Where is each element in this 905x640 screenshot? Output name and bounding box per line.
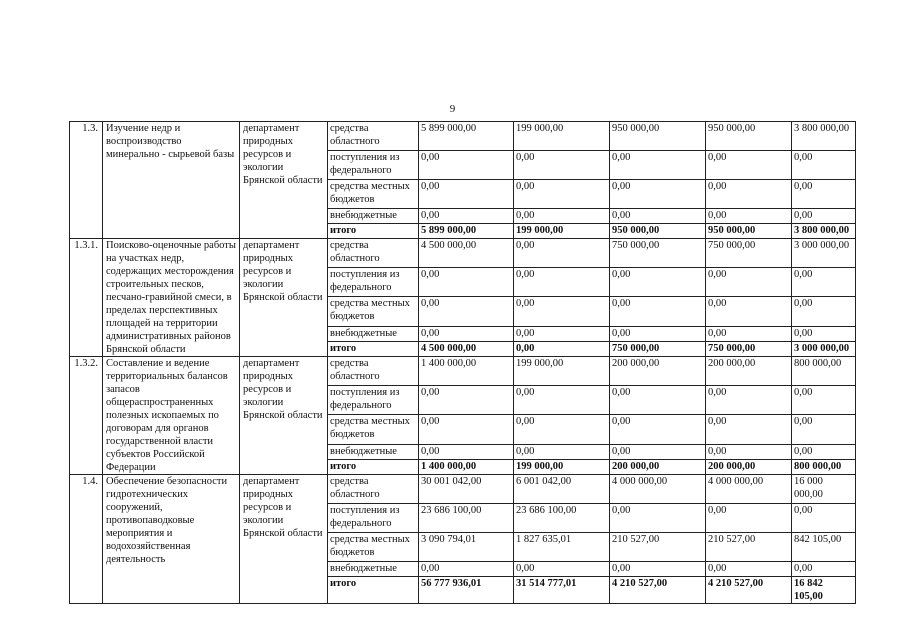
amount-cell: 199 000,00	[514, 357, 610, 386]
amount-cell: 842 105,00	[792, 533, 856, 562]
amount-cell: 1 827 635,01	[514, 533, 610, 562]
amount-cell: 0,00	[419, 326, 514, 341]
funding-source-extra: внебюджетные	[328, 209, 419, 224]
amount-cell: 16 000 000,00	[792, 475, 856, 504]
table-row	[70, 475, 856, 504]
amount-cell: 4 210 527,00	[610, 577, 706, 604]
amount-cell: 0,00	[706, 415, 792, 444]
amount-cell: 950 000,00	[610, 224, 706, 239]
funding-source-local: средства местных бюджетов	[328, 533, 419, 562]
amount-cell: 4 500 000,00	[419, 341, 514, 356]
amount-cell: 0,00	[610, 386, 706, 415]
amount-cell: 0,00	[706, 268, 792, 297]
amount-cell: 0,00	[514, 415, 610, 444]
funding-source-total: итого	[328, 341, 419, 356]
amount-cell: 0,00	[419, 415, 514, 444]
amount-cell: 0,00	[706, 444, 792, 459]
funding-source-total: итого	[328, 577, 419, 604]
amount-cell: 0,00	[419, 444, 514, 459]
amount-cell: 0,00	[514, 297, 610, 326]
amount-cell: 0,00	[610, 415, 706, 444]
funding-source-regional: средства областного	[328, 357, 419, 386]
amount-cell: 210 527,00	[706, 533, 792, 562]
item-executor: департамент природных ресурсов и экологии Брянской области	[240, 475, 328, 604]
amount-cell: 0,00	[792, 326, 856, 341]
item-number: 1.4.	[70, 475, 103, 604]
funding-source-local: средства местных бюджетов	[328, 415, 419, 444]
amount-cell: 0,00	[514, 268, 610, 297]
table-row	[70, 357, 856, 386]
amount-cell: 750 000,00	[706, 239, 792, 268]
amount-cell: 0,00	[514, 209, 610, 224]
amount-cell: 0,00	[514, 341, 610, 356]
item-name: Обеспечение безопасности гидротехнических сооружений, противопаводковые мероприятия и водохозяйственная деятельность	[103, 475, 240, 604]
amount-cell: 31 514 777,01	[514, 577, 610, 604]
amount-cell: 4 000 000,00	[706, 475, 792, 504]
amount-cell: 200 000,00	[706, 459, 792, 474]
item-number: 1.3.	[70, 122, 103, 239]
amount-cell: 0,00	[419, 180, 514, 209]
item-name: Составление и ведение территориальных балансов запасов общераспространенных полезных ископаемых по договорам для органов государственной власти субъектов Российской Федерации	[103, 357, 240, 475]
amount-cell: 0,00	[514, 444, 610, 459]
amount-cell: 750 000,00	[610, 341, 706, 356]
amount-cell: 0,00	[792, 209, 856, 224]
amount-cell: 210 527,00	[610, 533, 706, 562]
amount-cell: 0,00	[706, 297, 792, 326]
amount-cell: 0,00	[610, 504, 706, 533]
amount-cell: 0,00	[610, 297, 706, 326]
amount-cell: 0,00	[514, 180, 610, 209]
funding-source-extra: внебюджетные	[328, 326, 419, 341]
amount-cell: 0,00	[610, 562, 706, 577]
item-executor: департамент природных ресурсов и экологии Брянской области	[240, 239, 328, 357]
page-number: 9	[449, 103, 456, 115]
item-number: 1.3.1.	[70, 239, 103, 357]
amount-cell: 0,00	[706, 326, 792, 341]
table-row	[70, 122, 856, 151]
amount-cell: 0,00	[792, 151, 856, 180]
funding-source-federal: поступления из федерального	[328, 151, 419, 180]
amount-cell: 800 000,00	[792, 459, 856, 474]
amount-cell: 0,00	[706, 562, 792, 577]
amount-cell: 3 090 794,01	[419, 533, 514, 562]
amount-cell: 800 000,00	[792, 357, 856, 386]
amount-cell: 4 000 000,00	[610, 475, 706, 504]
amount-cell: 0,00	[514, 326, 610, 341]
budget-table	[69, 121, 856, 604]
amount-cell: 0,00	[792, 415, 856, 444]
amount-cell: 6 001 042,00	[514, 475, 610, 504]
amount-cell: 3 800 000,00	[792, 224, 856, 239]
amount-cell: 750 000,00	[610, 239, 706, 268]
amount-cell: 0,00	[514, 562, 610, 577]
funding-source-extra: внебюджетные	[328, 562, 419, 577]
amount-cell: 0,00	[610, 180, 706, 209]
table-row	[70, 239, 856, 268]
funding-source-regional: средства областного	[328, 475, 419, 504]
amount-cell: 30 001 042,00	[419, 475, 514, 504]
amount-cell: 0,00	[419, 268, 514, 297]
item-executor: департамент природных ресурсов и экологии Брянской области	[240, 122, 328, 239]
amount-cell: 3 000 000,00	[792, 341, 856, 356]
amount-cell: 4 210 527,00	[706, 577, 792, 604]
amount-cell: 56 777 936,01	[419, 577, 514, 604]
amount-cell: 4 500 000,00	[419, 239, 514, 268]
amount-cell: 0,00	[792, 180, 856, 209]
amount-cell: 3 800 000,00	[792, 122, 856, 151]
amount-cell: 5 899 000,00	[419, 122, 514, 151]
amount-cell: 0,00	[706, 151, 792, 180]
funding-source-total: итого	[328, 224, 419, 239]
funding-source-extra: внебюджетные	[328, 444, 419, 459]
funding-source-local: средства местных бюджетов	[328, 297, 419, 326]
amount-cell: 950 000,00	[610, 122, 706, 151]
amount-cell: 23 686 100,00	[419, 504, 514, 533]
funding-source-total: итого	[328, 459, 419, 474]
amount-cell: 0,00	[419, 562, 514, 577]
funding-source-federal: поступления из федерального	[328, 504, 419, 533]
amount-cell: 0,00	[419, 151, 514, 180]
amount-cell: 199 000,00	[514, 224, 610, 239]
amount-cell: 0,00	[514, 151, 610, 180]
amount-cell: 0,00	[610, 151, 706, 180]
amount-cell: 0,00	[419, 386, 514, 415]
amount-cell: 0,00	[792, 562, 856, 577]
item-name: Изучение недр и воспроизводство минерально - сырьевой базы	[103, 122, 240, 239]
amount-cell: 200 000,00	[610, 459, 706, 474]
amount-cell: 200 000,00	[610, 357, 706, 386]
amount-cell: 0,00	[610, 326, 706, 341]
amount-cell: 0,00	[706, 504, 792, 533]
amount-cell: 0,00	[792, 268, 856, 297]
amount-cell: 0,00	[706, 180, 792, 209]
amount-cell: 0,00	[610, 268, 706, 297]
funding-source-federal: поступления из федерального	[328, 386, 419, 415]
amount-cell: 23 686 100,00	[514, 504, 610, 533]
amount-cell: 0,00	[419, 297, 514, 326]
amount-cell: 0,00	[792, 297, 856, 326]
funding-source-regional: средства областного	[328, 122, 419, 151]
amount-cell: 0,00	[792, 386, 856, 415]
amount-cell: 950 000,00	[706, 122, 792, 151]
amount-cell: 0,00	[610, 209, 706, 224]
item-name: Поисково-оценочные работы на участках недр, содержащих месторождения строительных песков, песчано-гравийной смеси, в пределах перспективных площадей на территории административных районов Брянской области	[103, 239, 240, 357]
amount-cell: 0,00	[792, 444, 856, 459]
funding-source-local: средства местных бюджетов	[328, 180, 419, 209]
amount-cell: 200 000,00	[706, 357, 792, 386]
amount-cell: 1 400 000,00	[419, 459, 514, 474]
amount-cell: 0,00	[706, 209, 792, 224]
amount-cell: 3 000 000,00	[792, 239, 856, 268]
amount-cell: 0,00	[610, 444, 706, 459]
amount-cell: 1 400 000,00	[419, 357, 514, 386]
amount-cell: 16 842 105,00	[792, 577, 856, 604]
amount-cell: 0,00	[419, 209, 514, 224]
item-executor: департамент природных ресурсов и экологии Брянской области	[240, 357, 328, 475]
amount-cell: 5 899 000,00	[419, 224, 514, 239]
amount-cell: 0,00	[514, 239, 610, 268]
amount-cell: 0,00	[514, 386, 610, 415]
item-number: 1.3.2.	[70, 357, 103, 475]
table-body	[70, 122, 856, 604]
amount-cell: 0,00	[706, 386, 792, 415]
amount-cell: 199 000,00	[514, 459, 610, 474]
amount-cell: 750 000,00	[706, 341, 792, 356]
funding-source-federal: поступления из федерального	[328, 268, 419, 297]
amount-cell: 950 000,00	[706, 224, 792, 239]
funding-source-regional: средства областного	[328, 239, 419, 268]
amount-cell: 199 000,00	[514, 122, 610, 151]
amount-cell: 0,00	[792, 504, 856, 533]
